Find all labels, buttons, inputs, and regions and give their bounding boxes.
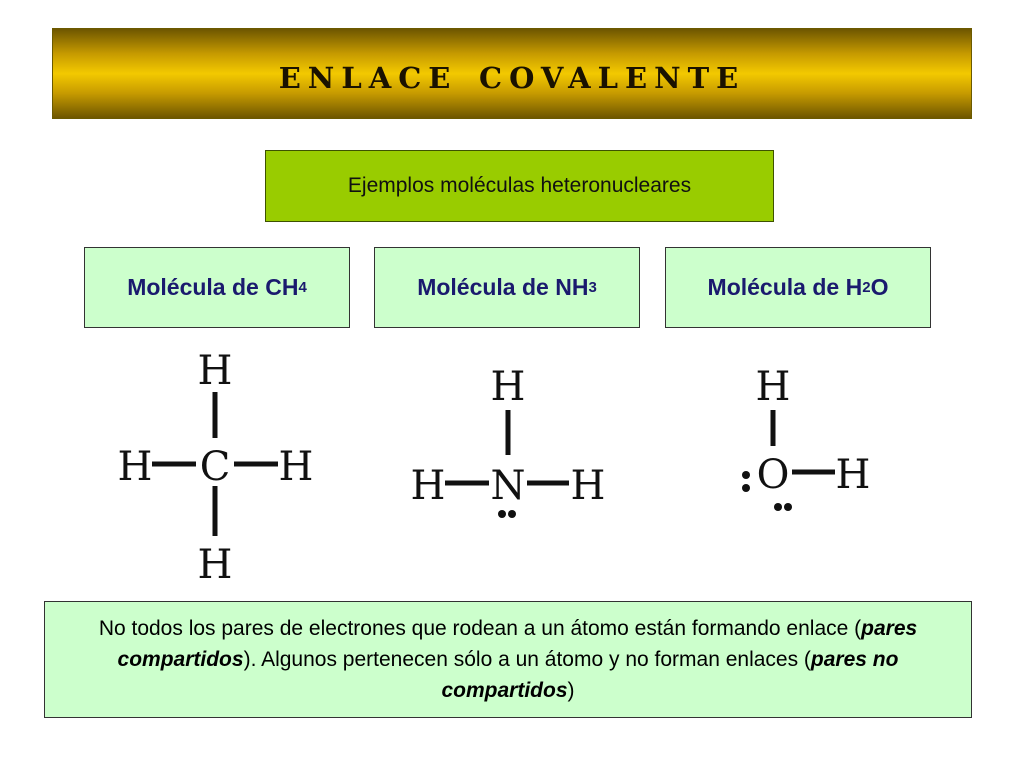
ch4-carbon: C: [199, 444, 231, 490]
ch4-structure: [118, 348, 314, 588]
molecule-label-h2o-prefix: Molécula de: [707, 274, 840, 300]
h2o-lone-pair-left: [742, 471, 750, 492]
page-title: enlace covalente: [278, 48, 746, 98]
note-part-2: ). Algunos pertenecen sólo a un átomo y no forman enlaces (: [243, 648, 811, 671]
nh3-hydrogen-top: H: [490, 364, 526, 410]
note-emphasis-lone-pairs: pares no compartidos: [441, 648, 899, 702]
molecule-label-h2o-tail: O: [870, 274, 889, 300]
h2o-hydrogen-right: H: [835, 452, 871, 498]
molecule-label-nh3-prefix: Molécula de: [417, 274, 549, 300]
subtitle-text: Ejemplos moléculas heteronucleares: [347, 174, 692, 197]
ch4-hydrogen-right: H: [278, 444, 314, 490]
molecule-label-ch4-prefix: Molécula de: [127, 274, 259, 300]
h2o-oxygen: O: [756, 452, 790, 498]
nh3-hydrogen-right: H: [570, 463, 606, 509]
h2o-hydrogen-top: H: [755, 364, 791, 410]
ch4-hydrogen-left: H: [117, 444, 153, 490]
nh3-lone-pair: [498, 510, 516, 518]
nh3-structure: [411, 364, 606, 518]
molecule-label-nh3-formula: NH: [555, 274, 589, 300]
note-part-1: No todos los pares de electrones que rodean a un átomo están formando enlace (: [98, 617, 862, 640]
ch4-hydrogen-bottom: H: [197, 542, 233, 588]
molecule-label-h2o-subscript: 2: [862, 279, 871, 296]
molecule-label-ch4-subscript: 4: [298, 279, 307, 296]
molecule-label-nh3-subscript: 3: [588, 279, 597, 296]
note-text: [68, 613, 948, 706]
ch4-hydrogen-top: H: [197, 348, 233, 394]
molecule-label-ch4-formula: CH: [265, 274, 299, 300]
note-box: [44, 601, 972, 718]
nh3-nitrogen: N: [490, 463, 526, 509]
note-part-3: ): [567, 679, 575, 702]
h2o-lone-pair-bottom: [774, 503, 792, 511]
molecule-label-h2o-formula: H: [845, 274, 863, 300]
note-emphasis-shared-pairs: pares compartidos: [117, 617, 918, 671]
h2o-structure: [742, 364, 870, 511]
nh3-hydrogen-left: H: [410, 463, 446, 509]
